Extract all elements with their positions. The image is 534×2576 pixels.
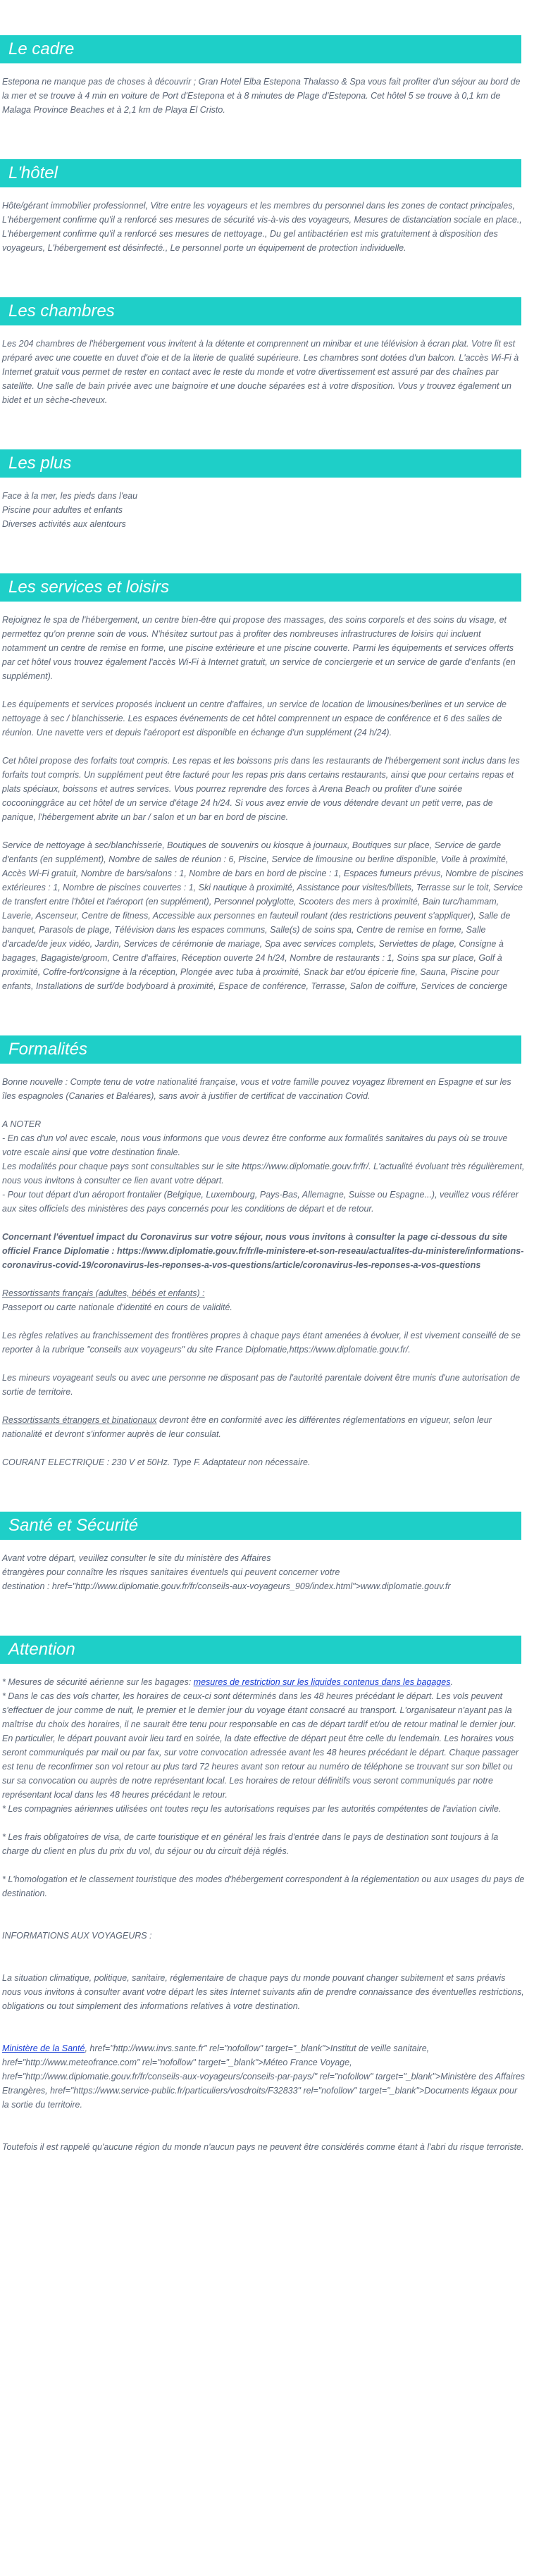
section-title-services: Les services et loisirs	[0, 573, 521, 602]
bag-prefix: * Mesures de sécurité aérienne sur les bagages:	[2, 1677, 194, 1687]
foreign-body: devront être en conformité avec les différentes réglementations en vigueur, selon leur nationalité et devront s'informer auprès de leur consulat.	[2, 1415, 492, 1439]
note-heading: A NOTER	[2, 1119, 42, 1129]
plus-item: Face à la mer, les pieds dans l'eau	[2, 491, 138, 501]
note-line: Les modalités pour chaque pays sont consultables sur le site https://www.diplomatie.gouv.fr/fr/. L'actualité évoluant très régulièrement, nous vous invitons à consulter ce lien avant votre départ.	[2, 1162, 525, 1186]
section-title-chambres: Les chambres	[0, 297, 521, 325]
section-title-sante: Santé et Sécurité	[0, 1512, 521, 1540]
hotel-text: Hôte/gérant immobilier professionnel, Vitre entre les voyageurs et les membres du personnel dans les zones de contact principales, L'hébergement confirme qu'il a renforcé ses mesures de sécurité vis-à-vis des voyageurs, Mesures de distanciation sociale en place., L'hébergement confirme qu'il a renforcé ses mesures de nettoyage., Du gel antibactérien est mis gratuitement à disposition des voyageurs, L'hébergement est désinfecté., Le personnel porte un équipement de protection individuelle.	[2, 201, 522, 253]
links-rest: , href="http://www.invs.sante.fr" rel="nofollow" target="_blank">Institut de veille sanitaire, href="http://www.meteofrance.com" rel="nofollow" target="_blank">Méteo France Voyage, href="http://www.diplomatie.gouv.fr/fr/conseils-aux-voyageurs/conseils-par-pays/" rel="nofollow" target="_blank">Ministère des Affaires Etrangères, href="https://www.service-public.fr/particuliers/vosdroits/F32833" rel="nofollow" target="_blank">Documents légaux pour la sortie du territoire.	[2, 2043, 526, 2110]
fr-heading: Ressortissants français (adultes, bébés et enfants) :	[2, 1288, 205, 1298]
services-paragraph: Rejoignez le spa de l'hébergement, un centre bien-être qui propose des massages, des soins corporels et des soins du visage, et permettez qu'on prenne soin de vous. N'hésitez surtout pas à profiter des nombreuses infrastructures de loisirs qui incluent notamment un centre de remise en forme, une piscine extérieure et une piscine couverte. Parmi les équipements et services offerts par cet hôtel vous trouvez également l'accès Wi-Fi à Internet gratuit, un service de conciergerie et un service de garde d'enfants (en supplément).	[2, 615, 516, 681]
electric-text: COURANT ELECTRIQUE : 230 V et 50Hz. Type F. Adaptateur non nécessaire.	[2, 1457, 311, 1467]
services-paragraph: Service de nettoyage à sec/blanchisserie, Boutiques de souvenirs ou kiosque à journaux, Boutiques sur place, Service de garde d'enfants (en supplément), Nombre de salles de réunion : 6, Piscine, Service de limousine ou berline disponible, Voile à proximité, Accès Wi-Fi gratuit, Nombre de bars/salons : 1, Nombre de bars en bord de piscine : 1, Espaces fumeurs prévus, Nombre de piscines extérieures : 1, Nombre de piscines couvertes : 1, Ski nautique à proximité, Assistance pour visites/billets, Terrasse sur le toit, Service de transfert entre l'hôtel et l'aéroport (en supplément), Personnel polyglotte, Scooters des mers à proximité, Bain turc/hammam, Laverie, Ascenseur, Centre de fitness, Accessible aux personnes en fauteuil roulant (des restrictions peuvent s'appliquer), Salle de banquet, Parasols de plage, Télévision dans les espaces communs, Salle(s) de soins spa, Centre de remise en forme, Salle d'arcade/de jeux vidéo, Jardin, Services de cérémonie de mariage, Spa avec services complets, Serviettes de plage, Consigne à bagages, Bagagiste/groom, Centre d'affaires, Réception ouverte 24 h/24, Nombre de restaurants : 1, Soins spa sur place, Golf à proximité, Coffre-fort/consigne à la réception, Plongée avec tuba à proximité, Snack bar et/ou épicerie fine, Sauna, Piscine pour enfants, Installations de surf/de bodyboard à proximité, Espace de conférence, Terrasse, Salon de coiffure, Services de concierge	[2, 840, 523, 991]
terror-text: Toutefois il est rappelé qu'aucune région du monde n'aucun pays ne peuvent être considérés comme étant à l'abri du risque terroriste.	[2, 2142, 524, 2152]
section-cadre	[0, 35, 534, 117]
plus-item: Piscine pour adultes et enfants	[2, 505, 123, 515]
note-line: - En cas d'un vol avec escale, nous vous informons que vous devrez être conforme aux formalités sanitaires du pays où se trouve votre escale ainsi que votre destination finale.	[2, 1133, 508, 1157]
note-line: - Pour tout départ d'un aéroport frontalier (Belgique, Luxembourg, Pays-Bas, Allemagne, Suisse ou Espagne...), veuillez vous référer aux sites officiels des ministères des pays concernés pour les conditions de départ et de retour.	[2, 1190, 519, 1214]
borders-text: Les règles relatives au franchissement des frontières propres à chaque pays étant amenées à évoluer, il est vivement conseillé de se reporter à la rubrique "conseils aux voyageurs" du site France Diplomatie,https://www.diplomatie.gouv.fr/.	[2, 1331, 521, 1355]
charter-text: * Dans le cas des vols charter, les horaires de ceux-ci sont déterminés dans les 48 heures précédant le départ. Les vols peuvent s'effectuer de jour comme de nuit, le premier et le dernier jour du voyage étant consacré au transport. L'organisateur n'ayant pas la maîtrise du choix des horaires, il ne saurait être tenu pour responsable en cas de départ tardif et/ou de retour matinal le dernier jour. En particulier, le départ pouvant avoir lieu tard en soirée, la date effective de départ peut être celle du lendemain. Les horaires vous seront communiqués par mail ou par fax, sur votre convocation adressée avant les 48 heures précédant le départ. Chaque passager est tenu de reconfirmer son vol retour au plus tard 72 heures avant son retour au numéro de téléphone se trouvant sur son billet ou sur sa convocation ou auprès de notre représentant local. Les horaires de retour définitifs vous seront communiqués par notre représentant local dans les 48 heures précédant le retour.	[2, 1691, 519, 1800]
bag-suffix: .	[450, 1677, 453, 1687]
chambres-text: Les 204 chambres de l'hébergement vous invitent à la détente et comprennent un minibar et une télévision à écran plat. Votre lit est préparé avec une couette en duvet d'oie et de la literie de qualité supérieure. Les chambres sont dotées d'un balcon. L'accès Wi-Fi à Internet gratuit vous permet de rester en contact avec le reste du monde et votre divertissement est assuré par des chaînes par satellite. Une salle de bain privée avec une baignoire et une douche séparées est à votre disposition. Vous y trouvez également un bidet et un sèche-cheveux.	[2, 339, 519, 405]
section-plus	[0, 449, 534, 531]
formalites-intro: Bonne nouvelle : Compte tenu de votre nationalité française, vous et votre famille pouvez voyagez librement en Espagne et sur les îles espagnoles (Canaries et Baléares), sans avoir à justifier de certificat de vaccination Covid.	[2, 1077, 511, 1101]
sante-line: Avant votre départ, veuillez consulter le site du ministère des Affaires	[2, 1553, 271, 1563]
sante-line: étrangères pour connaître les risques sanitaires éventuels qui peuvent concerner votre	[2, 1567, 340, 1577]
section-hotel	[0, 159, 534, 255]
section-title-hotel: L'hôtel	[0, 159, 521, 187]
fr-text: Passeport ou carte nationale d'identité en cours de validité.	[2, 1302, 232, 1312]
section-chambres	[0, 297, 534, 407]
health-ministry-link[interactable]: Ministère de la Santé	[2, 2043, 85, 2053]
rating-text: * L'homologation et le classement touristique des modes d'hébergement correspondent à la réglementation ou aux usages du pays de destination.	[2, 1874, 525, 1898]
plus-item: Diverses activités aux alentours	[2, 519, 126, 529]
section-attention	[0, 1636, 534, 2154]
section-title-formalites: Formalités	[0, 1035, 521, 1064]
cadre-text: Estepona ne manque pas de choses à découvrir ; Gran Hotel Elba Estepona Thalasso & Spa vous fait profiter d'un séjour au bord de la mer et se trouve à 4 min en voiture de Port d'Estepona et à 8 minutes de Plage d'Estepona. Cet hôtel 5 se trouve à 0,1 km de Malaga Province Beaches et à 2,1 km de Playa El Cristo.	[2, 77, 521, 115]
fees-text: * Les frais obligatoires de visa, de carte touristique et en général les frais d'entrée dans le pays de destination sont toujours à la charge du client en plus du prix du vol, du séjour ou du circuit déjà réglés.	[2, 1832, 499, 1856]
section-formalites	[0, 1035, 534, 1469]
section-title-plus: Les plus	[0, 449, 521, 478]
section-services	[0, 573, 534, 993]
sante-line: destination : href="http://www.diplomatie.gouv.fr/fr/conseils-aux-voyageurs_909/index.html">www.diplomatie.gouv.fr	[2, 1581, 451, 1591]
situation-text: La situation climatique, politique, sanitaire, réglementaire de chaque pays du monde pouvant changer subitement et sans préavis nous vous invitons à consulter avant votre départ les sites Internet suivants afin de prendre connaissance des éventuelles restrictions, obligations ou tout simplement des informations relatives à votre destination.	[2, 1973, 524, 2011]
minors-text: Les mineurs voyageant seuls ou avec une personne ne disposant pas de l'autorité parentale doivent être munis d'une autorisation de sortie de territoire.	[2, 1373, 521, 1397]
info-heading: INFORMATIONS AUX VOYAGEURS :	[2, 1931, 152, 1941]
links-text	[2, 2041, 526, 2112]
section-title-attention: Attention	[0, 1636, 521, 1664]
services-paragraph: Cet hôtel propose des forfaits tout compris. Les repas et les boissons pris dans les restaurants de l'hébergement sont inclus dans les forfaits tout compris. Un supplément peut être facturé pour les repas pris dans certains restaurants, ainsi que pour certains repas et plats spéciaux, boissons et autres services. Vous pourrez reprendre des forces à Arena Beach ou profiter d'une soirée cocooninggrâce au cet hôtel de un service d'étage 24 h/24. Si vous avez envie de vous détendre devant un petit verre, pas de panique, l'hébergement abrite un bar / salon et un bar en bord de piscine.	[2, 756, 520, 822]
covid-info: Concernant l'éventuel impact du Coronavirus sur votre séjour, nous vous invitons à consulter la page ci-dessous du site officiel France Diplomatie : https://www.diplomatie.gouv.fr/fr/le-ministere-et-son-reseau/actualites-du-ministere/informations-coronavirus-covid-19/coronavirus-les-reponses-a-vos-questions/article/coronavirus-les-reponses-a-vos-questions	[2, 1232, 524, 1270]
section-title-cadre: Le cadre	[0, 35, 521, 63]
bag-security	[2, 1675, 526, 1689]
section-sante	[0, 1512, 534, 1593]
services-paragraph: Les équipements et services proposés incluent un centre d'affaires, un service de location de limousines/berlines et un service de nettoyage à sec / blanchisserie. Les espaces événements de cet hôtel comprennent un espace de conférence et 6 des salles de réunion. Une navette vers et depuis l'aéroport est disponible en échange d'un supplément (24 h/24).	[2, 699, 507, 738]
foreign-heading: Ressortissants étrangers et binationaux	[2, 1415, 157, 1425]
liquid-restriction-link[interactable]: mesures de restriction sur les liquides contenus dans les bagages	[193, 1677, 451, 1687]
airlines-text: * Les compagnies aériennes utilisées ont toutes reçu les autorisations requises par les autorités compétentes de l'aviation civile.	[2, 1804, 502, 1814]
foreign-text	[2, 1413, 526, 1441]
